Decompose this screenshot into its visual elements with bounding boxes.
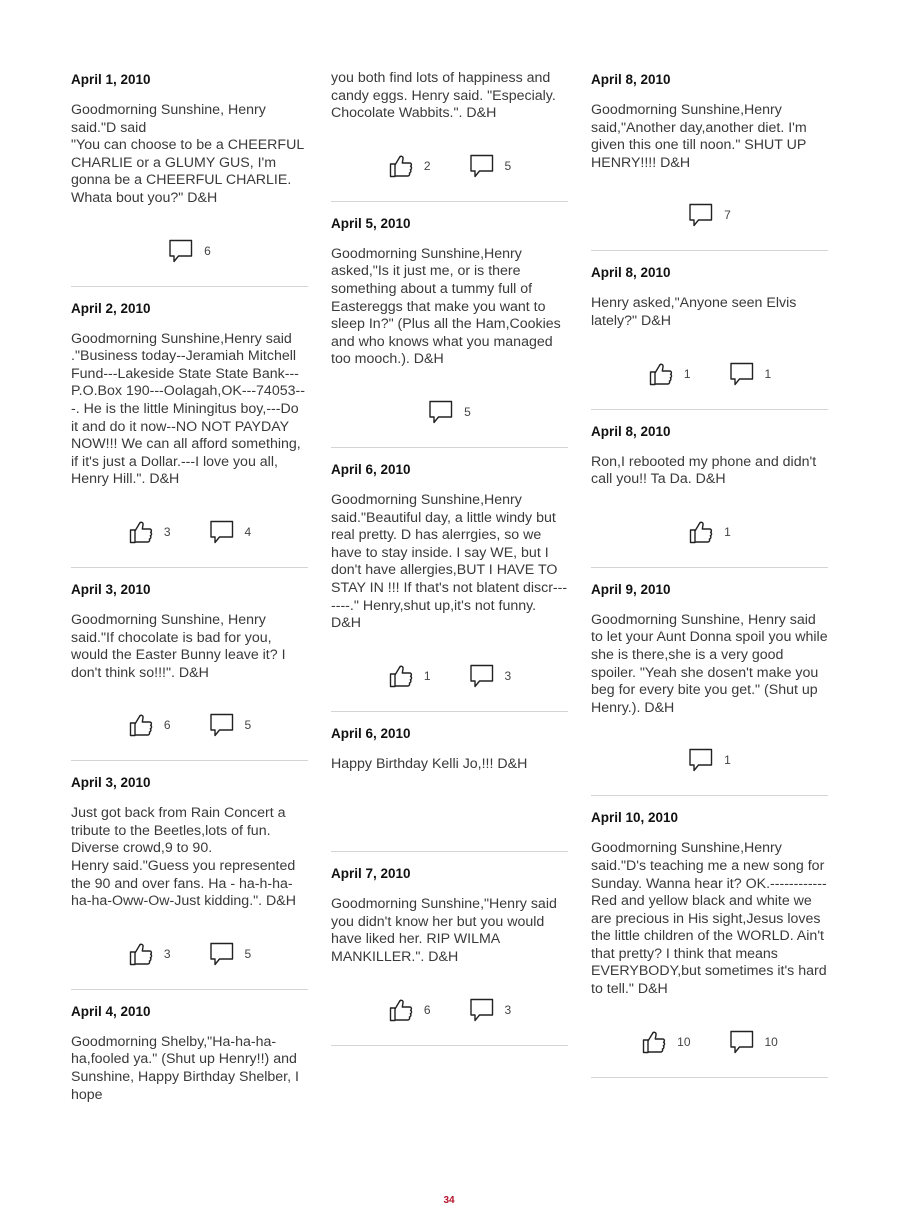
comment-count: 10 bbox=[764, 1034, 778, 1049]
divider bbox=[331, 447, 568, 448]
post-date: April 4, 2010 bbox=[71, 1003, 151, 1019]
thumbs-up-icon bbox=[388, 153, 414, 179]
post-date: April 8, 2010 bbox=[591, 265, 671, 281]
post-actions bbox=[71, 911, 308, 989]
post-text: Goodmorning Shelby,"Ha-ha-ha-ha,fooled ya." (Shut up Henry!!) and Sunshine, Happy Birthday Shelber, I hope bbox=[71, 1033, 303, 1103]
post bbox=[331, 454, 568, 712]
divider bbox=[331, 201, 568, 202]
post-date: April 6, 2010 bbox=[331, 461, 411, 477]
comment-bubble-icon bbox=[469, 997, 495, 1023]
post-actions bbox=[71, 682, 308, 760]
comment-count: 5 bbox=[244, 946, 252, 961]
post bbox=[591, 416, 828, 568]
divider bbox=[331, 711, 568, 712]
comment-count: 3 bbox=[504, 668, 512, 683]
divider bbox=[71, 286, 308, 287]
post-actions bbox=[591, 489, 828, 567]
comment-bubble-icon bbox=[428, 399, 454, 425]
post-date: April 10, 2010 bbox=[591, 810, 679, 826]
post-text: Goodmorning Sunshine,Henry said ."Business today--Jeramiah Mitchell Fund---Lakeside State State Bank---P.O.Box 190---Oolagah,OK---74053---. He is the little Miningitus boy,---Do it and do it now--NO NOT PAYDAY NOW!!! We can all afford something, if it's just a Dollar.---I love you all, Henry Hill.". D&H bbox=[71, 330, 305, 488]
post-text: Henry asked,"Anyone seen Elvis lately?" D&H bbox=[591, 295, 801, 329]
post bbox=[71, 293, 308, 568]
post-text: Goodmorning Sunshine,"Henry said you didn't know her but you would have liked her. RIP WILMA MANKILLER.". D&H bbox=[331, 896, 561, 966]
like-button[interactable] bbox=[128, 519, 171, 545]
post bbox=[331, 718, 568, 853]
divider bbox=[331, 851, 568, 852]
post-date: April 3, 2010 bbox=[71, 581, 151, 597]
post bbox=[71, 767, 308, 990]
page-number: 34 bbox=[443, 1195, 455, 1206]
thumbs-up-icon bbox=[128, 712, 154, 738]
like-button[interactable] bbox=[128, 941, 171, 967]
post-actions bbox=[591, 331, 828, 409]
thumbs-up-icon bbox=[388, 663, 414, 689]
post-actions bbox=[331, 123, 568, 201]
post-text: Goodmorning Sunshine,Henry said."Beautiful day, a little windy but real pretty. D has alerrgies, so we have to stay inside. I say WE, but I don't have allergies,BUT I HAVE TO STAY IN !!! If that's not blatent discr-------." Henry,shut up,it's not funny. D&H bbox=[331, 491, 568, 632]
thumbs-up-icon bbox=[648, 361, 674, 387]
comment-button[interactable] bbox=[729, 1029, 778, 1055]
post-date: April 7, 2010 bbox=[331, 866, 411, 882]
post-actions bbox=[591, 999, 828, 1077]
comment-count: 6 bbox=[204, 243, 211, 258]
comment-count: 7 bbox=[724, 208, 731, 223]
comment-bubble-icon bbox=[469, 663, 495, 689]
like-button[interactable] bbox=[641, 1029, 690, 1055]
comment-button[interactable] bbox=[688, 747, 731, 773]
like-count: 6 bbox=[423, 1002, 431, 1017]
thumbs-up-icon bbox=[128, 941, 154, 967]
post-text: Goodmorning Sunshine, Henry said."If chocolate is bad for you, would the Easter Bunny leave it? I don't think so!!!". D&H bbox=[71, 611, 290, 681]
divider bbox=[591, 567, 828, 568]
like-button[interactable] bbox=[388, 997, 431, 1023]
post bbox=[71, 64, 308, 287]
post-date: April 6, 2010 bbox=[331, 725, 411, 741]
comment-count: 1 bbox=[724, 753, 731, 768]
comment-bubble-icon bbox=[469, 153, 495, 179]
post-actions bbox=[331, 967, 568, 1045]
column-1 bbox=[71, 64, 308, 1104]
comment-bubble-icon bbox=[209, 712, 235, 738]
post-date: April 5, 2010 bbox=[331, 215, 411, 231]
like-count: 6 bbox=[163, 718, 171, 733]
post-text: Ron,I rebooted my phone and didn't call you!! Ta Da. D&H bbox=[591, 453, 821, 488]
comment-count: 5 bbox=[464, 404, 471, 419]
post-actions bbox=[331, 633, 568, 711]
post bbox=[331, 208, 568, 448]
comment-count: 4 bbox=[244, 524, 252, 539]
post-text: Goodmorning Sunshine,Henry asked,"Is it just me, or is there something about a tummy full of Eastereggs that make you want to sleep In?" (Plus all the Ham,Cookies and who knows what you managed too mooch.). D&H bbox=[331, 245, 565, 368]
column-3 bbox=[591, 64, 832, 1084]
divider bbox=[591, 1077, 828, 1078]
comment-bubble-icon bbox=[729, 361, 755, 387]
post-date: April 8, 2010 bbox=[591, 72, 671, 87]
comment-button[interactable] bbox=[469, 997, 512, 1023]
column-2 bbox=[331, 64, 568, 1052]
comment-count: 3 bbox=[504, 1002, 512, 1017]
comment-button[interactable] bbox=[209, 519, 252, 545]
like-count: 1 bbox=[423, 668, 431, 683]
comment-bubble-icon bbox=[209, 519, 235, 545]
comment-button[interactable] bbox=[469, 663, 512, 689]
divider bbox=[591, 795, 828, 796]
post-date: April 3, 2010 bbox=[71, 775, 151, 791]
like-count: 3 bbox=[163, 946, 171, 961]
like-button[interactable] bbox=[388, 663, 431, 689]
post-text: you both find lots of happiness and candy eggs. Henry said. "Especialy. Chocolate Wabbits.". D&H bbox=[331, 70, 560, 122]
comment-button[interactable] bbox=[209, 712, 252, 738]
thumbs-up-icon bbox=[128, 519, 154, 545]
comment-count: 1 bbox=[764, 366, 772, 381]
like-count: 3 bbox=[163, 524, 171, 539]
post-date: April 2, 2010 bbox=[71, 300, 151, 316]
comment-button[interactable] bbox=[209, 941, 252, 967]
comment-bubble-icon bbox=[688, 202, 714, 228]
divider bbox=[71, 989, 308, 990]
like-count: 1 bbox=[724, 524, 731, 539]
comment-count: 5 bbox=[504, 158, 512, 173]
post bbox=[591, 574, 832, 797]
divider bbox=[591, 250, 828, 251]
comment-bubble-icon bbox=[688, 747, 714, 773]
comment-bubble-icon bbox=[168, 238, 194, 264]
like-button[interactable] bbox=[388, 153, 431, 179]
post-actions bbox=[591, 717, 828, 795]
like-count: 10 bbox=[677, 1034, 691, 1049]
post-actions bbox=[331, 369, 568, 447]
thumbs-up-icon bbox=[688, 519, 714, 545]
post bbox=[71, 574, 308, 761]
like-button[interactable] bbox=[128, 712, 171, 738]
comment-bubble-icon bbox=[729, 1029, 755, 1055]
post-date: April 8, 2010 bbox=[591, 423, 671, 439]
like-count: 1 bbox=[683, 366, 691, 381]
post-actions bbox=[71, 208, 308, 286]
comment-button[interactable] bbox=[428, 399, 471, 425]
post-date: April 9, 2010 bbox=[591, 581, 671, 597]
thumbs-up-icon bbox=[388, 997, 414, 1023]
post-date: April 1, 2010 bbox=[71, 72, 151, 87]
post-actions bbox=[591, 172, 828, 250]
post bbox=[591, 257, 828, 409]
post bbox=[591, 802, 831, 1077]
post-text: Goodmorning Sunshine, Henry said."D said "You can choose to be a CHEERFUL CHARLIE or a GLUMY GUS, I'm gonna be a CHEERFUL CHARLIE. Whata bout you?" D&H bbox=[71, 102, 304, 206]
divider bbox=[591, 409, 828, 410]
comment-count: 5 bbox=[244, 718, 252, 733]
like-button[interactable] bbox=[648, 361, 691, 387]
post-text: Happy Birthday Kelli Jo,!!! D&H bbox=[331, 755, 528, 772]
thumbs-up-icon bbox=[641, 1029, 667, 1055]
post bbox=[591, 64, 828, 251]
post-actions bbox=[71, 489, 308, 567]
post-text: Goodmorning Sunshine,Henry said,"Another day,another diet. I'm given this one till noon." SHUT UP HENRY!!!! D&H bbox=[591, 102, 811, 171]
comment-button[interactable] bbox=[688, 202, 731, 228]
like-count: 2 bbox=[423, 158, 431, 173]
post-text: Goodmorning Sunshine,Henry said."D's teaching me a new song for Sunday. Wanna hear it? OK.------------Red and yellow black and white we are precious in His sight,Jesus loves the little children of the WORLD. Ain't that pretty? I think that means EVERYBODY,but sometimes it's hard to tell." D&H bbox=[591, 840, 831, 998]
comment-button[interactable] bbox=[469, 153, 512, 179]
post bbox=[71, 996, 308, 1104]
like-button[interactable] bbox=[688, 519, 731, 545]
comment-button[interactable] bbox=[168, 238, 211, 264]
post-actions-empty bbox=[331, 773, 568, 851]
comment-bubble-icon bbox=[209, 941, 235, 967]
post-continuation bbox=[331, 62, 568, 202]
post-text: Goodmorning Sunshine, Henry said to let your Aunt Donna spoil you while she is there,she is a very good spoiler. "Yeah she dosen't make you beg for every bite you get." (Shut up Henry.). D&H bbox=[591, 611, 832, 716]
post bbox=[331, 858, 568, 1045]
divider bbox=[331, 1045, 568, 1046]
post-text: Just got back from Rain Concert a tribute to the Beetles,lots of fun. Diverse crowd,9 to 90. Henry said."Guess you represented the 90 and over fans. Ha - ha-h-ha-ha-ha-Oww-Ow-Just kidding.". D&H bbox=[71, 805, 297, 910]
divider bbox=[71, 760, 308, 761]
divider bbox=[71, 567, 308, 568]
comment-button[interactable] bbox=[729, 361, 772, 387]
